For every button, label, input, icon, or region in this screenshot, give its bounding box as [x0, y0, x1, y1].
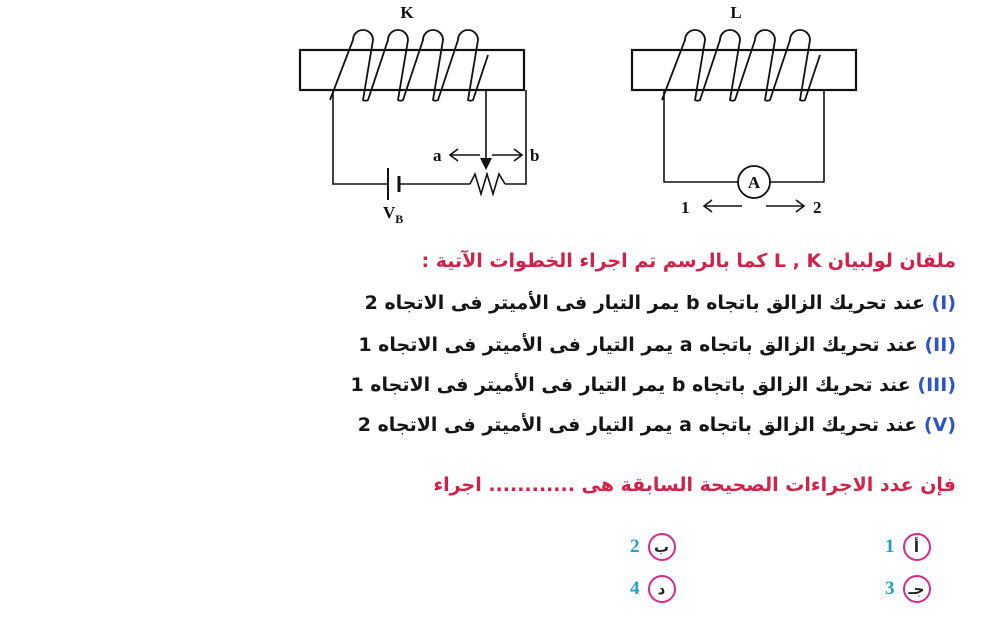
statement-number: (V)	[923, 414, 956, 436]
rheostat-symbol	[470, 174, 505, 194]
option-value: 4	[630, 578, 640, 599]
ammeter-direction-arrows	[704, 200, 804, 212]
option-c[interactable]	[885, 575, 931, 603]
option-letter-circle: د	[648, 575, 676, 603]
statement-2	[358, 334, 956, 356]
statement-text: عند تحريك الزالق باتجاه b يمر التيار فى الأميتر فى الاتجاه 1	[350, 374, 911, 396]
statement-number: (II)	[924, 334, 956, 356]
ammeter-dir-2-label: 2	[813, 198, 822, 217]
option-value: 1	[885, 536, 895, 557]
intro-text: ملفان لولبيان L , K كما بالرسم تم اجراء الخطوات الآتية :	[421, 250, 956, 272]
coil-l-core	[632, 50, 856, 90]
slider-dir-a-label: a	[433, 146, 442, 165]
circuit-k-wires	[333, 90, 526, 184]
option-value: 2	[630, 536, 640, 557]
slider-dir-b-label: b	[530, 146, 540, 165]
option-d[interactable]	[630, 575, 676, 603]
statement-4	[358, 414, 956, 436]
option-a[interactable]	[885, 533, 931, 561]
statement-1	[365, 292, 956, 314]
coil-k-core	[300, 50, 524, 90]
option-letter-circle: جـ	[903, 575, 931, 603]
statement-number: (I)	[931, 292, 956, 314]
option-b[interactable]	[630, 533, 676, 561]
ammeter-label: A	[747, 173, 761, 192]
statement-text: عند تحريك الزالق باتجاه a يمر التيار فى الأميتر فى الاتجاه 2	[357, 414, 918, 436]
coil-k-label: K	[400, 3, 414, 22]
battery-label: $V_B$	[383, 203, 404, 226]
statement-text: عند تحريك الزالق باتجاه b يمر التيار فى الأميتر فى الاتجاه 2	[364, 292, 925, 314]
option-letter-circle: أ	[903, 533, 931, 561]
option-letter-circle: ب	[648, 533, 676, 561]
ammeter-dir-1-label: 1	[681, 198, 690, 217]
statement-number: (III)	[917, 374, 956, 396]
slider-arrowhead	[480, 158, 492, 170]
circuit-diagram	[0, 0, 998, 240]
battery-symbol	[388, 168, 399, 200]
coil-l-label: L	[730, 3, 742, 22]
question-text: فإن عدد الاجراءات الصحيحة السابقة هى ............ اجراء	[433, 474, 956, 496]
statement-text: عند تحريك الزالق باتجاه a يمر التيار فى الأميتر فى الاتجاه 1	[358, 334, 918, 356]
statement-3	[350, 374, 956, 396]
circuit-l-wires	[664, 90, 824, 182]
option-value: 3	[885, 578, 895, 599]
